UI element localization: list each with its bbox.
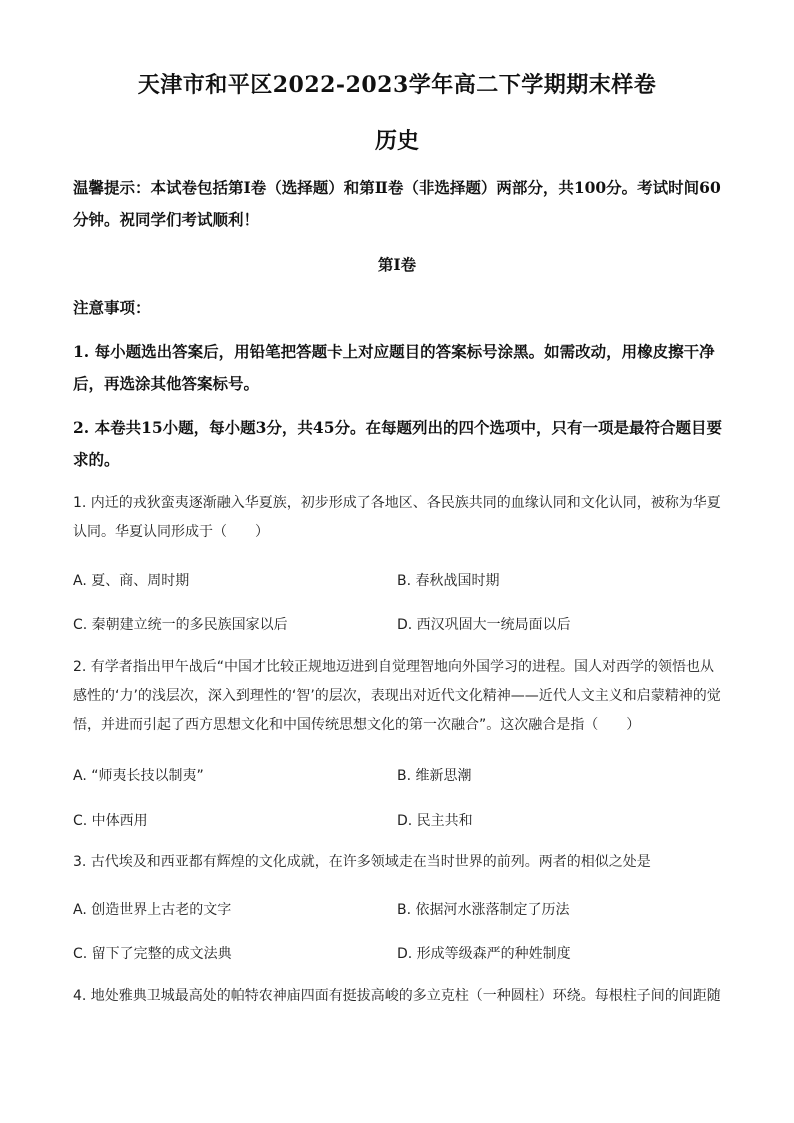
question-2-option-b: B. 维新思潮 <box>397 768 472 784</box>
question-3-option-d: D. 形成等级森严的种姓制度 <box>397 946 571 962</box>
question-2-option-c: C. 中体西用 <box>73 813 148 829</box>
subject-title: 历史 <box>374 128 419 154</box>
question-4-stem: 4. 地处雅典卫城最高处的帕特农神庙四面有挺拔高峻的多立克柱（一种圆柱）环绕。每根柱子间的间距随 <box>73 988 721 1004</box>
note-2: 2. 本卷共15小题，每小题3分，共45分。在每题列出的四个选项中，只有一项是最符合题目要求的。 <box>73 418 723 469</box>
question-1-option-b: B. 春秋战国时期 <box>397 573 500 589</box>
question-3-option-b: B. 依据河水涨落制定了历法 <box>397 902 570 918</box>
question-1-stem: 1. 内迁的戎狄蛮夷逐渐融入华夏族，初步形成了各地区、各民族共同的血缘认同和文化认同，被称为华夏认同。华夏认同形成于（ ） <box>73 495 721 540</box>
tip-text: 温馨提示：本试卷包括第Ⅰ卷（选择题）和第Ⅱ卷（非选择题）两部分，共100分。考试时间60分钟。祝同学们考试顺利！ <box>73 178 721 229</box>
section-title: 第Ⅰ卷 <box>377 255 417 274</box>
question-2-stem: 2. 有学者指出甲午战后“中国才比较正规地迈进到自觉理智地向外国学习的进程。国人对西学的领悟也从感性的‘力’的浅层次，深入到理性的‘智’的层次，表现出对近代文化精神——近代人文主义和启蒙精神的觉悟，并进而引起了西方思想文化和中国传统思想文化的第一次融合”。这次融合是指（ ） <box>73 659 721 733</box>
notes-heading: 注意事项： <box>73 298 151 317</box>
exam-title: 天津市和平区2022-2023学年高二下学期期末样卷 <box>137 72 657 98</box>
note-1: 1. 每小题选出答案后，用铅笔把答题卡上对应题目的答案标号涂黑。如需改动，用橡皮擦干净后，再选涂其他答案标号。 <box>73 342 715 393</box>
question-1-option-c: C. 秦朝建立统一的多民族国家以后 <box>73 617 288 633</box>
question-2-option-d: D. 民主共和 <box>397 813 473 829</box>
question-3-option-a: A. 创造世界上古老的文字 <box>73 902 232 918</box>
question-1-option-a: A. 夏、商、周时期 <box>73 573 190 589</box>
question-3-stem: 3. 古代埃及和西亚都有辉煌的文化成就，在许多领域走在当时世界的前列。两者的相似之处是 <box>73 854 651 870</box>
question-2-option-a: A. “师夷长技以制夷” <box>73 768 204 784</box>
question-1-option-d: D. 西汉巩固大一统局面以后 <box>397 617 571 633</box>
question-3-option-c: C. 留下了完整的成文法典 <box>73 946 232 962</box>
